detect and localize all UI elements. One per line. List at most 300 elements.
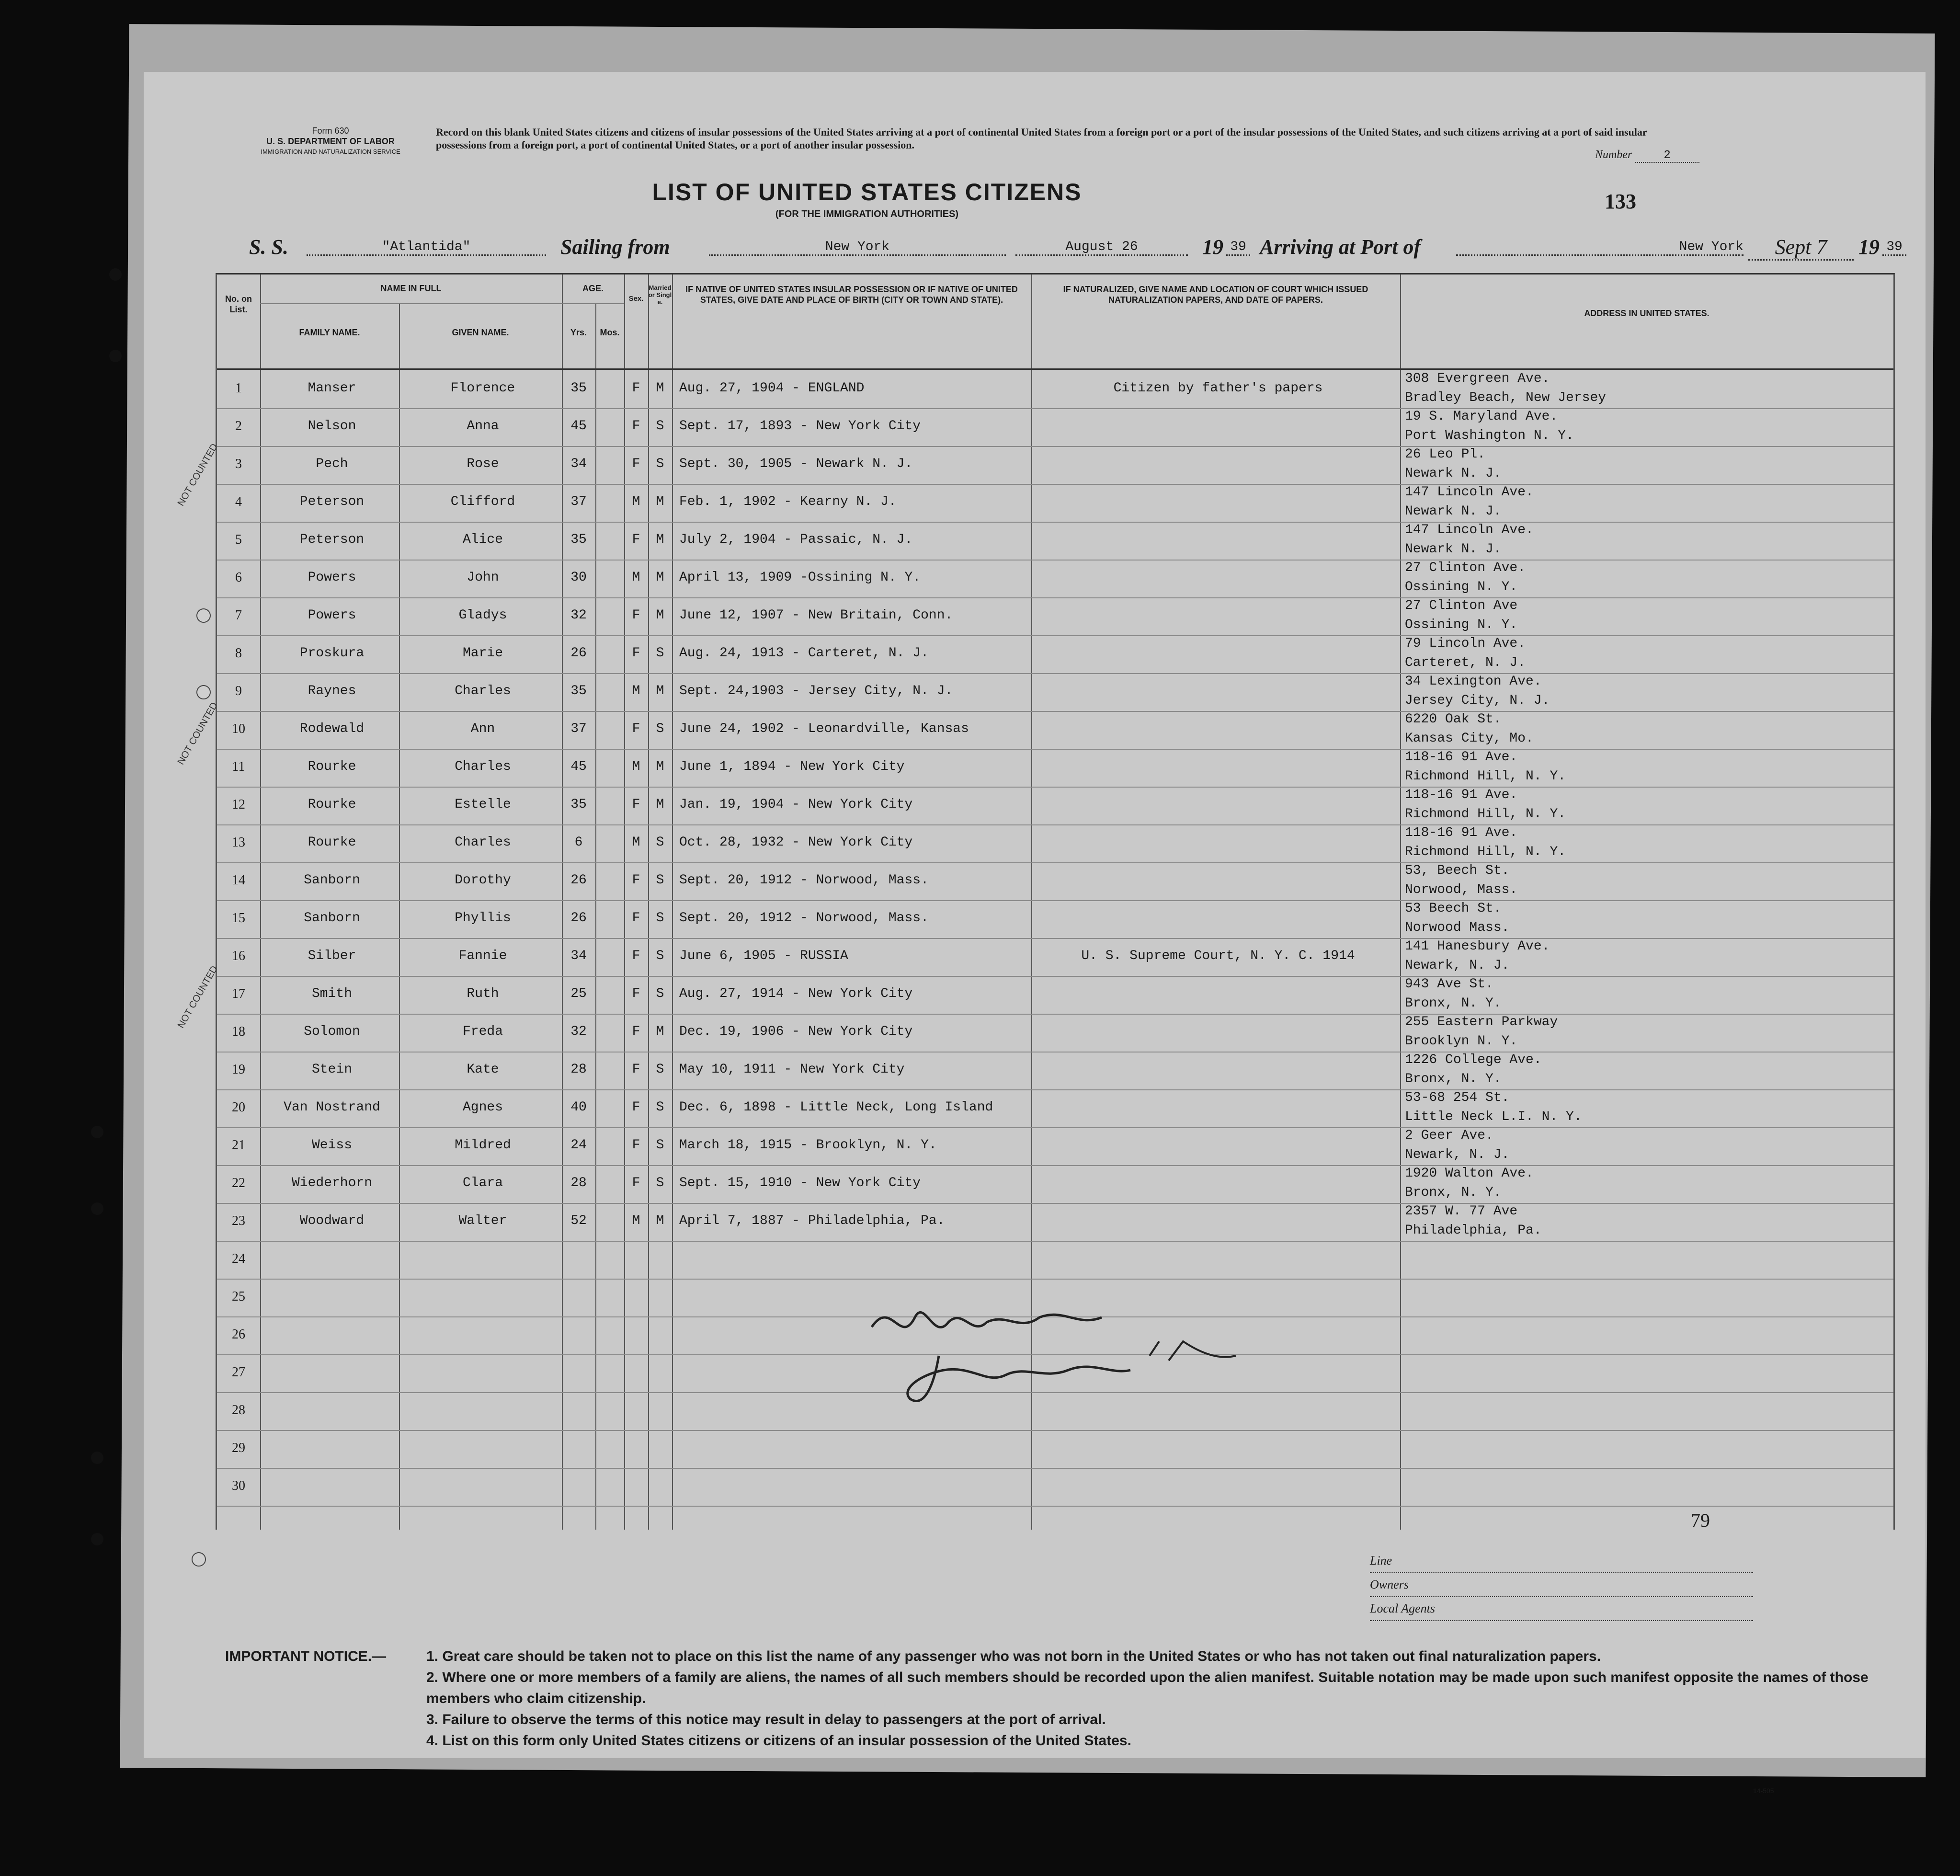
table-row	[217, 370, 1893, 409]
marital-status: M	[656, 570, 664, 585]
stamped-page-number: 133	[1605, 190, 1636, 213]
given-name: Freda	[462, 1024, 503, 1039]
punch-hole	[109, 268, 122, 281]
col-header-name: NAME IN FULL	[380, 284, 442, 293]
birth-date-place: June 12, 1907 - New Britain, Conn.	[679, 608, 953, 623]
address-line1: 34 Lexington Ave.	[1405, 674, 1542, 689]
row-number: 27	[232, 1365, 245, 1380]
address-line1: 147 Lincoln Ave.	[1405, 485, 1534, 500]
table-row	[217, 749, 1893, 788]
departure-port: New York	[709, 240, 1006, 256]
marital-status: M	[656, 608, 664, 623]
col-header-naturalized: IF NATURALIZED, GIVE NAME AND LOCATION OF COURT WHICH ISSUED NATURALIZATION PAPERS, AND DATE OF PAPERS.	[1063, 285, 1368, 305]
row-number: 29	[232, 1441, 245, 1455]
marital-status: S	[656, 1176, 664, 1190]
notice-item: 1. Great care should be taken not to place on this list the name of any passenger who was not born in the United States or who has not taken out final naturalization papers.	[426, 1648, 1601, 1664]
table-row	[217, 484, 1893, 523]
birth-date-place: Sept. 17, 1893 - New York City	[679, 419, 921, 434]
address-line1: 118-16 91 Ave.	[1405, 788, 1518, 802]
age-years: 26	[570, 873, 587, 888]
address-line2: Port Washington N. Y.	[1405, 428, 1574, 443]
table-row	[217, 900, 1893, 939]
col-header-given: GIVEN NAME.	[452, 328, 509, 337]
address-line2: Kansas City, Mo.	[1405, 731, 1534, 746]
sex: M	[632, 570, 640, 585]
family-name: Van Nostrand	[284, 1100, 380, 1115]
address-line1: 2357 W. 77 Ave	[1405, 1204, 1518, 1219]
notice-item: 2. Where one or more members of a family are aliens, the names of all such members should be recorded upon the alien manifest. Suitable notation may be made upon such manifest opposite the names of those members who claim citizenship.	[426, 1670, 1869, 1706]
marital-status: S	[656, 721, 664, 736]
row-number: 6	[235, 570, 242, 585]
sex: M	[632, 494, 640, 509]
sex: F	[632, 986, 640, 1001]
row-number: 21	[232, 1138, 245, 1153]
given-name: Clifford	[450, 494, 515, 509]
given-name: Charles	[455, 684, 511, 698]
address-line2: Jersey City, N. J.	[1405, 693, 1550, 708]
address-line1: 1226 College Ave.	[1405, 1052, 1542, 1067]
family-name: Solomon	[304, 1024, 360, 1039]
given-name: Florence	[450, 381, 515, 396]
table-row	[217, 408, 1893, 447]
family-name: Rodewald	[299, 721, 365, 736]
age-years: 35	[570, 797, 587, 812]
row-number: 4	[235, 494, 242, 509]
marital-status: S	[656, 949, 664, 963]
departure-year-prefix: 19	[1202, 235, 1223, 259]
not-counted-stamp: NOT COUNTED	[175, 964, 220, 1030]
given-name: Anna	[467, 419, 499, 434]
family-name: Sanborn	[304, 911, 360, 926]
given-name: Dorothy	[455, 873, 511, 888]
address-line2: Newark N. J.	[1405, 542, 1502, 557]
table-row	[217, 1127, 1893, 1166]
birth-date-place: May 10, 1911 - New York City	[679, 1062, 905, 1077]
inspector-signature	[862, 1289, 1293, 1423]
address-line1: 308 Evergreen Ave.	[1405, 371, 1550, 386]
family-name: Rourke	[308, 835, 356, 850]
given-name: Ann	[470, 721, 495, 736]
family-name: Wiederhorn	[291, 1176, 373, 1190]
owners-field: Owners	[1370, 1573, 1753, 1597]
family-name: Rourke	[308, 759, 356, 774]
birth-date-place: Sept. 20, 1912 - Norwood, Mass.	[679, 873, 929, 888]
manifest-sheet	[144, 72, 1926, 1795]
header-bottom-rule	[217, 368, 1893, 370]
table-row	[217, 1089, 1893, 1128]
arrival-date: Sept 7	[1748, 235, 1854, 261]
row-number: 16	[232, 949, 245, 963]
sex: M	[632, 684, 640, 698]
marital-status: M	[656, 759, 664, 774]
punch-hole	[196, 608, 211, 623]
notice-item: 4. List on this form only United States citizens or citizens of an insular possession of the United States.	[426, 1733, 1131, 1749]
form-code: 14-505	[1753, 1787, 1774, 1795]
family-name: Proskura	[299, 646, 365, 661]
age-years: 26	[570, 646, 587, 661]
arriving-label: Arriving at Port of	[1260, 235, 1421, 259]
marital-status: M	[656, 1213, 664, 1228]
address-line1: 118-16 91 Ave.	[1405, 825, 1518, 840]
row-number: 22	[232, 1176, 245, 1190]
voyage-line	[249, 235, 1903, 268]
birth-date-place: June 6, 1905 - RUSSIA	[679, 949, 848, 963]
row-number: 20	[232, 1100, 245, 1115]
sex: M	[632, 835, 640, 850]
address-line2: Ossining N. Y.	[1405, 580, 1518, 595]
age-years: 25	[570, 986, 587, 1001]
table-row	[217, 560, 1893, 598]
marital-status: S	[656, 646, 664, 661]
age-years: 35	[570, 381, 587, 396]
family-name: Smith	[311, 986, 352, 1001]
age-years: 34	[570, 457, 587, 471]
sex: F	[632, 1062, 640, 1077]
sex: F	[632, 381, 640, 396]
address-line1: 27 Clinton Ave.	[1405, 561, 1526, 575]
given-name: Alice	[462, 532, 503, 547]
table-row	[217, 862, 1893, 901]
table-row	[217, 938, 1893, 977]
naturalization: Citizen by father's papers	[1113, 381, 1323, 396]
marital-status: S	[656, 873, 664, 888]
birth-date-place: March 18, 1915 - Brooklyn, N. Y.	[679, 1138, 937, 1153]
address-line1: 19 S. Maryland Ave.	[1405, 409, 1558, 424]
address-line1: 53-68 254 St.	[1405, 1090, 1510, 1105]
birth-date-place: Dec. 19, 1906 - New York City	[679, 1024, 913, 1039]
table-row	[217, 1165, 1893, 1204]
line-owners-agents	[1370, 1549, 1753, 1621]
birth-date-place: Sept. 20, 1912 - Norwood, Mass.	[679, 911, 929, 926]
row-number: 17	[232, 986, 245, 1001]
table-row	[217, 446, 1893, 485]
marital-status: M	[656, 381, 664, 396]
address-line1: 255 Eastern Parkway	[1405, 1015, 1558, 1030]
address-line1: 26 Leo Pl.	[1405, 447, 1486, 462]
address-line1: 53, Beech St.	[1405, 863, 1510, 878]
header-divider	[260, 303, 624, 304]
address-line2: Richmond Hill, N. Y.	[1405, 807, 1566, 822]
sex: F	[632, 1024, 640, 1039]
departure-date: August 26	[1015, 240, 1188, 256]
family-name: Powers	[308, 608, 356, 623]
family-name: Woodward	[299, 1213, 365, 1228]
address-line2: Bronx, N. Y.	[1405, 996, 1502, 1011]
address-line1: 6220 Oak St.	[1405, 712, 1502, 727]
form-header	[144, 72, 1926, 273]
table-row	[217, 1203, 1893, 1242]
birth-date-place: April 13, 1909 -Ossining N. Y.	[679, 570, 921, 585]
given-name: Clara	[462, 1176, 503, 1190]
given-name: John	[467, 570, 499, 585]
address-line1: 118-16 91 Ave.	[1405, 750, 1518, 765]
family-name: Rourke	[308, 797, 356, 812]
row-number: 10	[232, 721, 245, 736]
family-name: Raynes	[308, 684, 356, 698]
address-line1: 141 Hanesbury Ave.	[1405, 939, 1550, 954]
punch-hole	[91, 1202, 103, 1215]
marital-status: M	[656, 532, 664, 547]
row-number: 13	[232, 835, 245, 850]
table-row	[217, 1052, 1893, 1090]
family-name: Manser	[308, 381, 356, 396]
punch-hole	[91, 1126, 103, 1138]
sex: F	[632, 797, 640, 812]
birth-date-place: Dec. 6, 1898 - Little Neck, Long Island	[679, 1100, 993, 1115]
col-header-family: FAMILY NAME.	[299, 328, 360, 337]
row-number: 26	[232, 1327, 245, 1342]
col-header-no: No. on List.	[225, 294, 252, 314]
family-name: Sanborn	[304, 873, 360, 888]
col-header-age: AGE.	[582, 284, 604, 293]
birth-date-place: Sept. 24,1903 - Jersey City, N. J.	[679, 684, 953, 698]
given-name: Gladys	[458, 608, 507, 623]
address-line2: Newark N. J.	[1405, 504, 1502, 519]
table-row	[217, 1468, 1893, 1507]
address-line2: Ossining N. Y.	[1405, 618, 1518, 632]
given-name: Walter	[458, 1213, 507, 1228]
notice-item: 3. Failure to observe the terms of this notice may result in delay to passengers at the port of arrival.	[426, 1712, 1106, 1727]
marital-status: S	[656, 1100, 664, 1115]
row-number: 8	[235, 646, 242, 661]
table-row	[217, 976, 1893, 1015]
sex: F	[632, 1176, 640, 1190]
family-name: Peterson	[299, 532, 365, 547]
row-number: 12	[232, 797, 245, 812]
address-line2: Newark N. J.	[1405, 466, 1502, 481]
given-name: Estelle	[455, 797, 511, 812]
birth-date-place: June 1, 1894 - New York City	[679, 759, 905, 774]
age-years: 26	[570, 911, 587, 926]
table-row	[217, 673, 1893, 712]
row-number: 9	[235, 684, 242, 698]
marital-status: S	[656, 1138, 664, 1153]
notice-list	[426, 1646, 1911, 1751]
punch-hole	[91, 1533, 103, 1545]
address-line2: Philadelphia, Pa.	[1405, 1223, 1542, 1238]
given-name: Fannie	[458, 949, 507, 963]
address-line2: Newark, N. J.	[1405, 1147, 1510, 1162]
table-row	[217, 824, 1893, 863]
sex: F	[632, 949, 640, 963]
age-years: 28	[570, 1062, 587, 1077]
given-name: Agnes	[462, 1100, 503, 1115]
not-counted-stamp: NOT COUNTED	[175, 442, 220, 508]
marital-status: M	[656, 684, 664, 698]
ss-label: S. S.	[249, 235, 288, 259]
punch-hole	[192, 1552, 206, 1567]
age-years: 24	[570, 1138, 587, 1153]
marital-status: S	[656, 419, 664, 434]
birth-date-place: Aug. 27, 1914 - New York City	[679, 986, 913, 1001]
row-number: 25	[232, 1289, 245, 1304]
age-years: 30	[570, 570, 587, 585]
address-line1: 147 Lincoln Ave.	[1405, 523, 1534, 538]
sex: F	[632, 911, 640, 926]
address-line1: 53 Beech St.	[1405, 901, 1502, 916]
sailing-label: Sailing from	[560, 235, 670, 259]
family-name: Stein	[311, 1062, 352, 1077]
given-name: Marie	[462, 646, 503, 661]
line-field: Line	[1370, 1549, 1753, 1573]
col-header-years: Yrs.	[570, 328, 587, 337]
age-years: 40	[570, 1100, 587, 1115]
birth-date-place: Aug. 24, 1913 - Carteret, N. J.	[679, 646, 929, 661]
age-years: 35	[570, 684, 587, 698]
sex: F	[632, 646, 640, 661]
birth-date-place: April 7, 1887 - Philadelphia, Pa.	[679, 1213, 945, 1228]
punch-hole	[109, 350, 122, 362]
sex: M	[632, 759, 640, 774]
sex: F	[632, 873, 640, 888]
form-footer	[144, 1538, 1926, 1758]
address-line2: Bronx, N. Y.	[1405, 1072, 1502, 1087]
punch-hole	[196, 685, 211, 699]
row-number: 11	[232, 759, 245, 774]
sex: M	[632, 1213, 640, 1228]
age-years: 37	[570, 494, 587, 509]
address-line1: 27 Clinton Ave	[1405, 598, 1518, 613]
marital-status: M	[656, 494, 664, 509]
table-row	[217, 1241, 1893, 1280]
arrival-year: 39	[1882, 240, 1906, 256]
age-years: 34	[570, 949, 587, 963]
family-name: Powers	[308, 570, 356, 585]
col-header-marital: Married or Single.	[648, 284, 672, 306]
table-row	[217, 711, 1893, 750]
birth-date-place: Sept. 30, 1905 - Newark N. J.	[679, 457, 913, 471]
sex: F	[632, 419, 640, 434]
address-line2: Norwood Mass.	[1405, 920, 1510, 935]
sex: F	[632, 1100, 640, 1115]
family-name: Nelson	[308, 419, 356, 434]
form-identifier	[230, 126, 431, 157]
page-footer-number: 79	[1691, 1510, 1710, 1531]
sex: F	[632, 457, 640, 471]
punch-hole	[91, 1452, 103, 1464]
table-row	[217, 522, 1893, 561]
marital-status: S	[656, 1062, 664, 1077]
sex: F	[632, 721, 640, 736]
address-line2: Little Neck L.I. N. Y.	[1405, 1110, 1582, 1124]
age-years: 45	[570, 419, 587, 434]
address-line2: Bronx, N. Y.	[1405, 1185, 1502, 1200]
given-name: Rose	[467, 457, 499, 471]
record-instructions: Record on this blank United States citizens and citizens of insular possessions of the United States arriving at a port of continental United States from a foreign port or a port of the insular possessions of the United States, and such citizens arriving at a port of said insular possessions from a foreign port, a port of continental United States, or a port of another insular possession.	[436, 126, 1647, 151]
number-value: 2	[1635, 149, 1699, 163]
age-years: 52	[570, 1213, 587, 1228]
col-header-months: Mos.	[600, 328, 620, 337]
department-name: U. S. DEPARTMENT OF LABOR	[266, 137, 395, 146]
address-line2: Brooklyn N. Y.	[1405, 1034, 1518, 1049]
marital-status: M	[656, 1024, 664, 1039]
form-number: Form 630	[312, 126, 349, 136]
marital-status: M	[656, 797, 664, 812]
marital-status: S	[656, 911, 664, 926]
family-name: Silber	[308, 949, 356, 963]
address-line1: 2 Geer Ave.	[1405, 1128, 1493, 1143]
row-number: 7	[235, 608, 242, 623]
family-name: Weiss	[311, 1138, 352, 1153]
family-name: Pech	[316, 457, 348, 471]
age-years: 37	[570, 721, 587, 736]
arrival-port: New York	[1456, 240, 1743, 256]
row-number: 24	[232, 1251, 245, 1266]
row-number: 28	[232, 1403, 245, 1418]
naturalization: U. S. Supreme Court, N. Y. C. 1914	[1081, 949, 1355, 963]
sex: F	[632, 1138, 640, 1153]
birth-date-place: June 24, 1902 - Leonardville, Kansas	[679, 721, 969, 736]
address-line1: 79 Lincoln Ave.	[1405, 636, 1526, 651]
address-line2: Carteret, N. J.	[1405, 655, 1526, 670]
row-number: 18	[232, 1024, 245, 1039]
row-number: 3	[235, 457, 242, 471]
given-name: Charles	[455, 835, 511, 850]
birth-date-place: Jan. 19, 1904 - New York City	[679, 797, 913, 812]
col-header-address: ADDRESS IN UNITED STATES.	[1584, 309, 1709, 318]
table-row	[217, 597, 1893, 636]
age-years: 45	[570, 759, 587, 774]
sex: F	[632, 608, 640, 623]
birth-date-place: Feb. 1, 1902 - Kearny N. J.	[679, 494, 897, 509]
given-name: Kate	[467, 1062, 499, 1077]
table-row	[217, 1430, 1893, 1469]
age-years: 32	[570, 1024, 587, 1039]
row-number: 1	[235, 381, 242, 396]
row-number: 15	[232, 911, 245, 926]
marital-status: S	[656, 835, 664, 850]
age-years: 28	[570, 1176, 587, 1190]
row-number: 30	[232, 1478, 245, 1493]
ship-name: "Atlantida"	[307, 240, 546, 256]
birth-date-place: Aug. 27, 1904 - ENGLAND	[679, 381, 865, 396]
family-name: Peterson	[299, 494, 365, 509]
age-years: 6	[574, 835, 583, 850]
address-line2: Newark, N. J.	[1405, 958, 1510, 973]
marital-status: S	[656, 986, 664, 1001]
page-title: LIST OF UNITED STATES CITIZENS	[652, 179, 1082, 206]
local-agents-field: Local Agents	[1370, 1597, 1753, 1621]
row-number: 5	[235, 532, 242, 547]
given-name: Ruth	[467, 986, 499, 1001]
address-line1: 1920 Walton Ave.	[1405, 1166, 1534, 1181]
age-years: 35	[570, 532, 587, 547]
given-name: Charles	[455, 759, 511, 774]
row-number: 23	[232, 1213, 245, 1228]
birth-date-place: July 2, 1904 - Passaic, N. J.	[679, 532, 913, 547]
age-years: 32	[570, 608, 587, 623]
sex: F	[632, 532, 640, 547]
notice-label: IMPORTANT NOTICE.—	[225, 1648, 387, 1664]
table-row	[217, 635, 1893, 674]
row-number: 14	[232, 873, 245, 888]
col-header-birth: IF NATIVE OF UNITED STATES INSULAR POSSESSION OR IF NATIVE OF UNITED STATES, GIVE DATE AND PLACE OF BIRTH (CITY OR TOWN AND STATE).	[685, 285, 1018, 305]
col-header-sex: Sex.	[628, 295, 644, 303]
list-number	[1595, 149, 1699, 162]
address-line2: Richmond Hill, N. Y.	[1405, 845, 1566, 859]
given-name: Mildred	[455, 1138, 511, 1153]
address-line2: Norwood, Mass.	[1405, 882, 1518, 897]
page-subtitle: (FOR THE IMMIGRATION AUTHORITIES)	[775, 209, 959, 219]
number-label: Number	[1595, 149, 1632, 161]
departure-year: 39	[1226, 240, 1250, 256]
birth-date-place: Sept. 15, 1910 - New York City	[679, 1176, 921, 1190]
address-line1: 943 Ave St.	[1405, 977, 1493, 992]
address-line2: Richmond Hill, N. Y.	[1405, 769, 1566, 784]
table-row	[217, 787, 1893, 825]
service-name: IMMIGRATION AND NATURALIZATION SERVICE	[261, 148, 400, 155]
birth-date-place: Oct. 28, 1932 - New York City	[679, 835, 913, 850]
